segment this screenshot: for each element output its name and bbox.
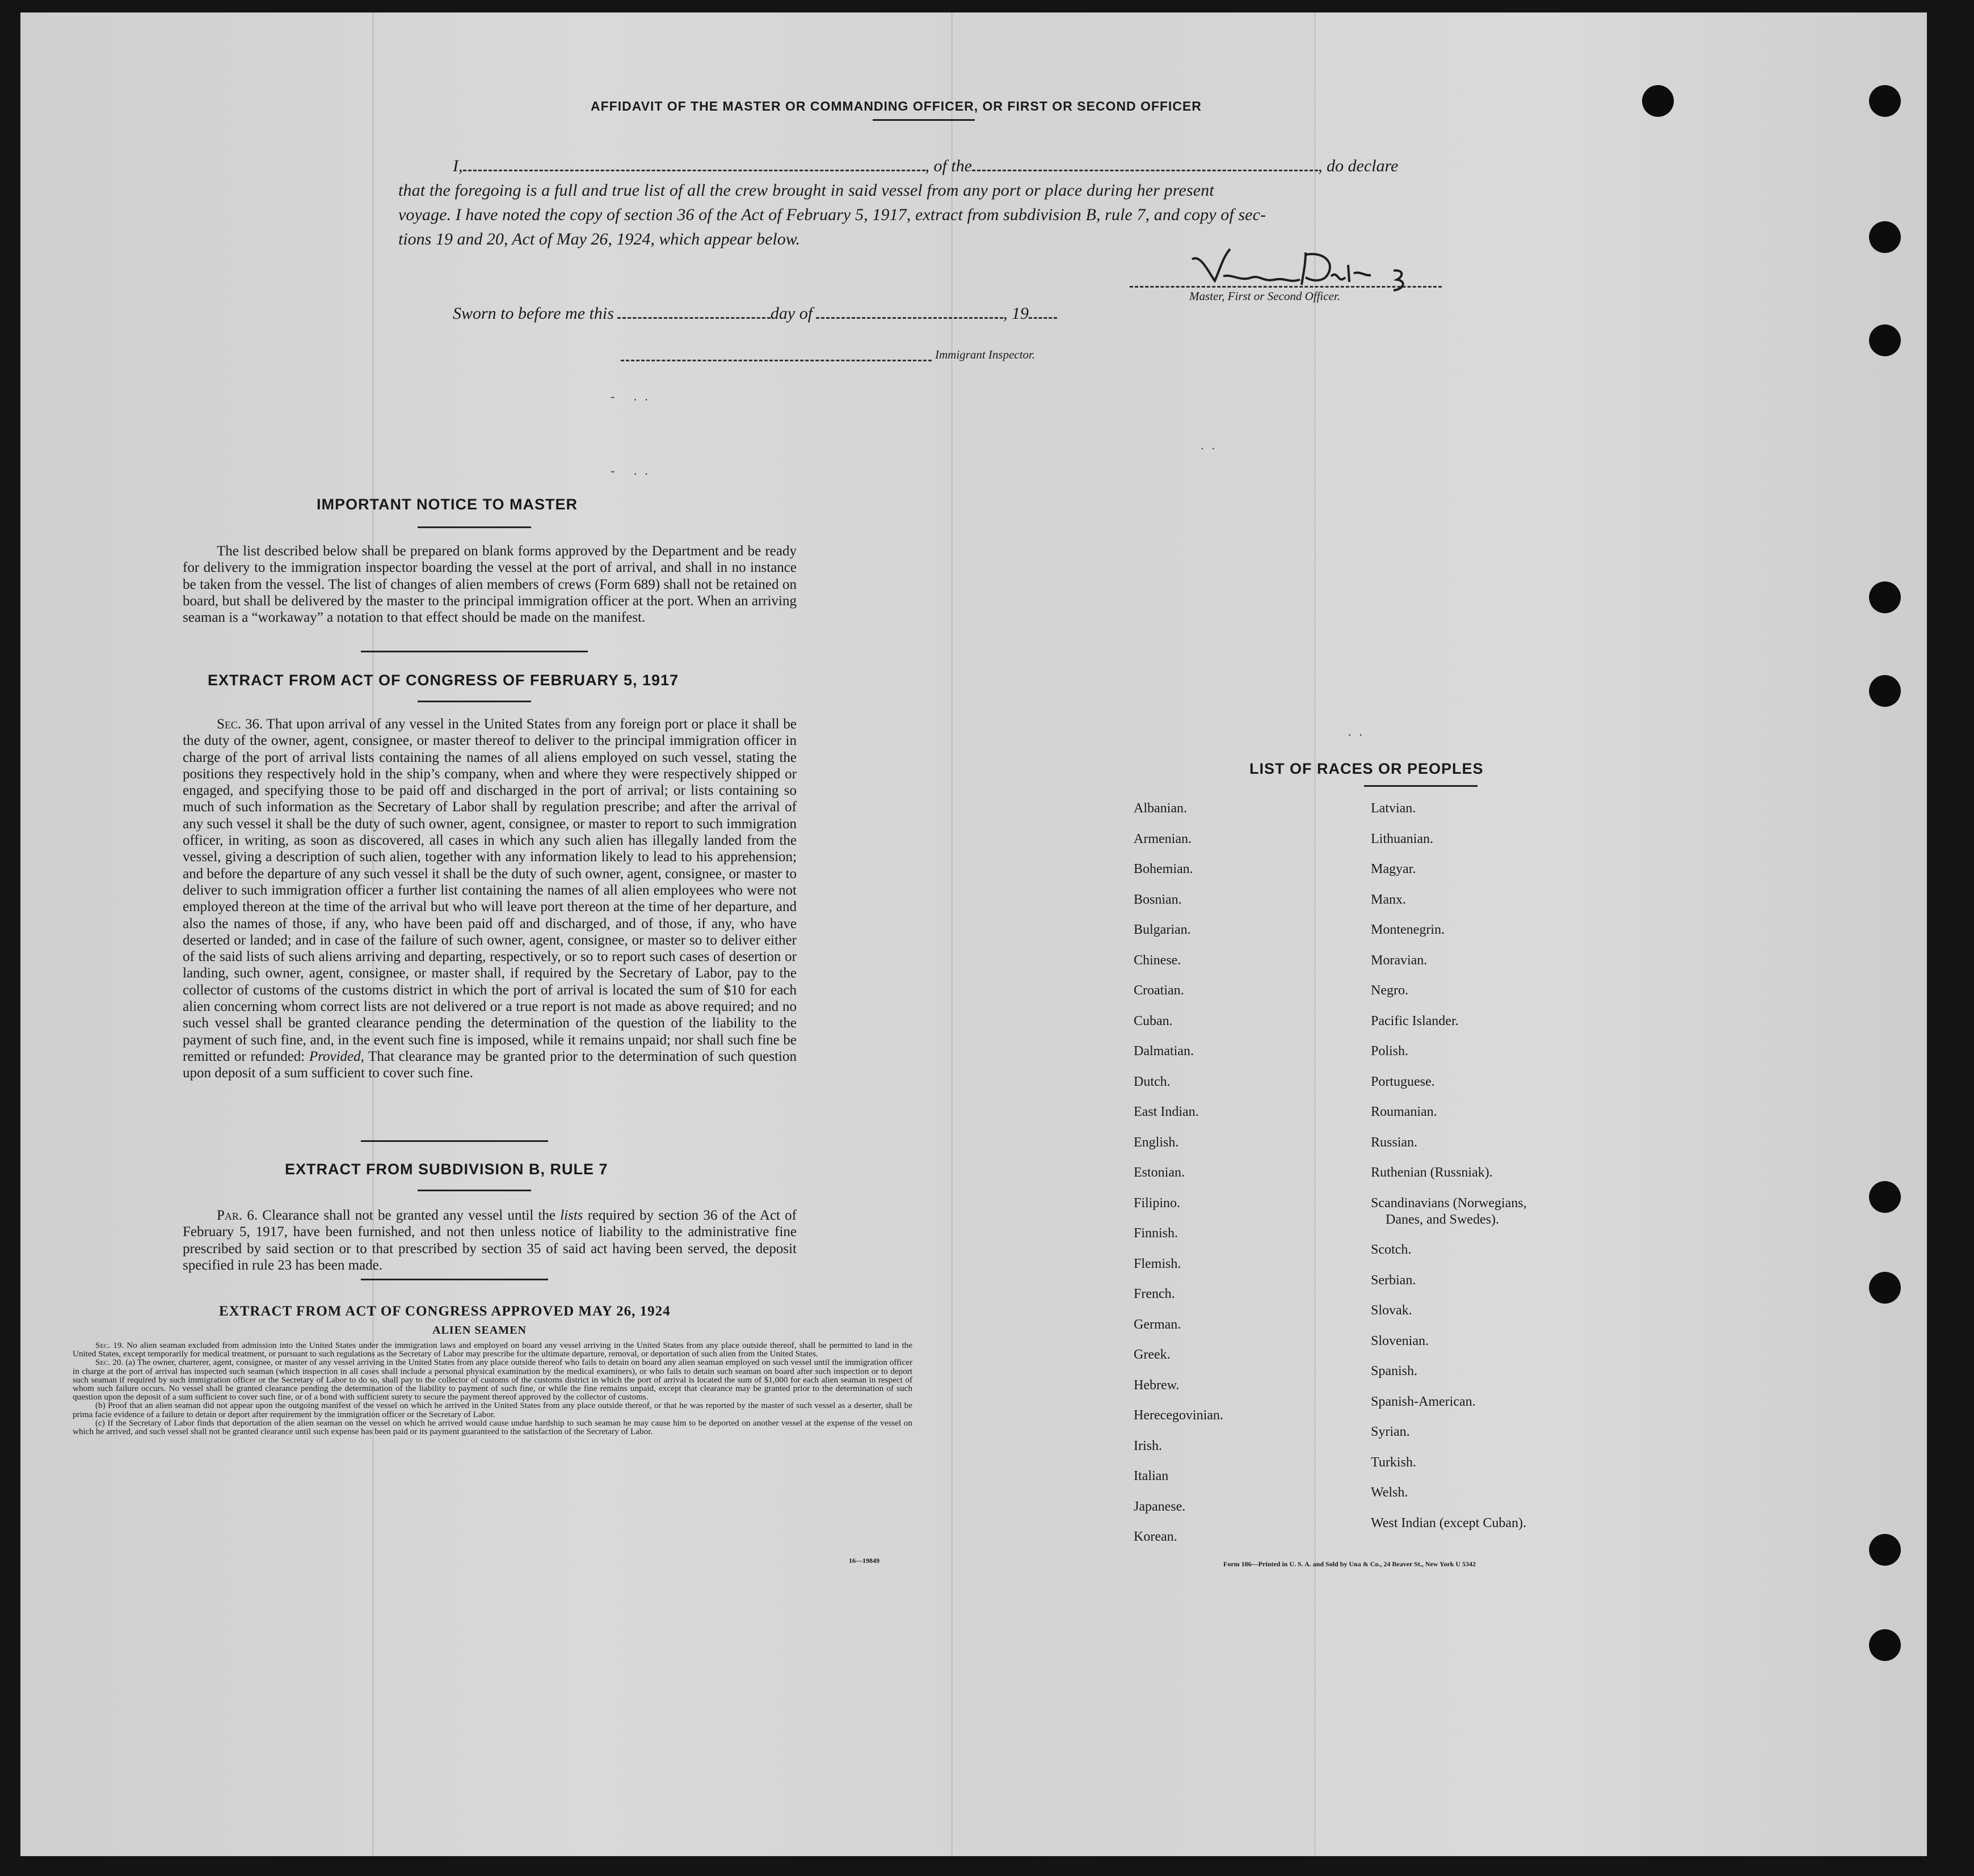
year-blank: [1029, 305, 1057, 319]
races-left-column: [1134, 801, 1223, 1560]
punch-hole: [1869, 1181, 1901, 1213]
race-item: Turkish.: [1371, 1455, 1416, 1470]
race-item: French.: [1134, 1287, 1175, 1301]
race-item: Roumanian.: [1371, 1104, 1437, 1119]
race-item: Lithuanian.: [1371, 831, 1433, 846]
section-20a-body: (a) The owner, charterer, agent, consignee, or master of any vessel arriving in the United States from any place outside thereof who fails to detain on board any alien seaman employed on such vessel until the immigration officer in charge at the port of arrival has inspected such seaman (which inspection in all cases shall include a personal physical examination by the medical examiners), or who fails to detain such seaman on board after such inspection or to deport such seaman if required by such immigration officer or the Secretary of Labor to do so, shall pay to the collector of customs of the customs district in which the port of arrival is located the sum of $1,000 for each alien seaman in respect of whom such failure occurs. No vessel shall be granted clearance pending the determination of the liability to payment of such fine, or while the fine remains unpaid, except that clearance may be granted prior to the determination of such question upon the deposit of a sum sufficient to cover such fine, or of a bond with sufficient surety to secure the payment thereof approved by the collector of customs.: [73, 1358, 912, 1402]
divider: [418, 526, 531, 528]
divider: [873, 119, 975, 121]
section-36-text: [183, 716, 797, 1082]
printer-footer: Form 186—Printed in U. S. A. and Sold by Una & Co., 24 Beaver St., New York U 5342: [1223, 1560, 1476, 1568]
race-item: Pacific Islander.: [1371, 1013, 1459, 1028]
divider: [418, 701, 531, 702]
race-item: Bosnian.: [1134, 892, 1182, 907]
rule-7-title: EXTRACT FROM SUBDIVISION B, RULE 7: [285, 1161, 608, 1178]
alien-seamen-text: [73, 1341, 912, 1436]
section-label: Sec. 20.: [95, 1358, 124, 1368]
name-blank: [463, 157, 925, 171]
race-item: Korean.: [1134, 1529, 1177, 1544]
race-item: Spanish.: [1371, 1364, 1418, 1378]
declaration-line-1: [453, 154, 1398, 178]
section-label: Sec. 36.: [217, 716, 263, 732]
form-number: 16—19849: [849, 1557, 879, 1565]
race-item: German.: [1134, 1317, 1181, 1332]
document-sheet: [20, 12, 1927, 1856]
alien-seamen-subtitle: ALIEN SEAMEN: [432, 1324, 527, 1337]
rule-7-text: [183, 1207, 797, 1274]
day-blank: [617, 305, 771, 319]
race-item: Portuguese.: [1371, 1074, 1435, 1089]
divider: [418, 1190, 531, 1191]
race-item: Bohemian.: [1134, 862, 1193, 876]
race-item: Spanish-American.: [1371, 1394, 1476, 1409]
vessel-blank: [972, 157, 1318, 171]
proviso-text: That clearance may be granted prior to the determination of such question upon deposit of a sum sufficient to cover such fine.: [183, 1048, 797, 1081]
races-right-column: [1371, 801, 1527, 1546]
rule-7-emphasis: lists: [560, 1208, 583, 1223]
punch-hole: [1869, 1534, 1901, 1566]
race-item: Finnish.: [1134, 1226, 1178, 1241]
extract-1924-title: EXTRACT FROM ACT OF CONGRESS APPROVED MAY 26, 1924: [219, 1304, 671, 1319]
rule-7-body: Clearance shall not be granted any vessel until the: [262, 1208, 556, 1223]
race-item: Montenegrin.: [1371, 922, 1445, 937]
race-item: Slovenian.: [1371, 1333, 1429, 1348]
race-item: East Indian.: [1134, 1104, 1199, 1119]
fold-line: [951, 12, 953, 1856]
signature-line: [1130, 286, 1442, 288]
proviso-label: Provided,: [309, 1048, 364, 1064]
race-item: Danes, and Swedes).: [1386, 1212, 1499, 1227]
notice-text: [183, 543, 797, 626]
signature-label: Master, First or Second Officer.: [1189, 289, 1340, 303]
notice-title: IMPORTANT NOTICE TO MASTER: [317, 496, 578, 513]
section-body: That upon arrival of any vessel in the United States from any foreign port or place it shall be the duty of the owner, agent, consignee, or master thereof to deliver to the principal immigration officer in charge of the port of arrival lists containing the names of all aliens employed on such vessel, stating the positions they respectively hold in the ship’s company, when and where they were respectively shipped or engaged, and specifying those to be paid off and discharged in the port of arrival; or lists containing so much of such information as the Secretary of Labor shall by regulation prescribe; and after the arrival of any such vessel it shall be the duty of such owner, agent, consignee, or master to report to such immigration officer, in writing, as soon as discovered, all cases in which any such alien has illegally landed from the vessel, giving a description of such alien, together with any information likely to lead to his apprehension; and before the departure of any such vessel it shall be the duty of such owner, agent, consignee, or master to deliver to such immigration officer a further list containing the names of all alien employees who were not employed thereon at the time of the arrival but who will leave port thereon at the time of her departure, and also the names of those, if any, who have been paid off and discharged, and of those, if any, who have deserted or landed; and in case of the failure of such owner, agent, consignee, or master so to deliver either of the said lists of such aliens arriving and departing, respectively, or so to report such cases of desertion or landing, such owner, agent, consignee, or master shall, if required by the Secretary of Labor, pay to the collector of customs of the customs district in which the port of arrival is located the sum of $10 for each alien concerning whom correct lists are not delivered or a true report is not made as above required; and no such vessel shall be granted clearance pending the determination of the question of the liability to the payment of such fine, and, in the event such fine is imposed, while it remains unpaid; nor shall such fine be remitted or refunded:: [183, 716, 797, 1064]
sworn-line: [453, 302, 1057, 326]
section-20c-body: (c) If the Secretary of Labor finds that deportation of the alien seaman on the vessel on which he arrived would cause undue hardship to such seaman he may cause him to be deported on another vessel at the expense of the vessel on which he arrived, and such vessel shall not be granted clearance until such expense has been paid or its payment guaranteed to the satisfaction of the Secretary of Labor.: [73, 1418, 912, 1437]
race-item: Serbian.: [1371, 1272, 1416, 1288]
race-item: Flemish.: [1134, 1256, 1181, 1271]
race-item: Italian: [1134, 1469, 1169, 1483]
paragraph-label: Par. 6.: [217, 1208, 258, 1223]
race-item: West Indian (except Cuban).: [1371, 1515, 1526, 1531]
race-item: Hebrew.: [1134, 1377, 1180, 1393]
divider: [361, 651, 588, 652]
race-item: Cuban.: [1134, 1013, 1173, 1028]
declaration-text: , do declare: [1318, 157, 1399, 175]
section-label: Sec. 19.: [95, 1340, 124, 1350]
punch-hole: [1869, 1272, 1901, 1304]
rule-7-body: required by section 36 of the Act of February 5, 1917, have been furnished, and not then unless notice of liability to the administrative fine prescribed by said section or to that prescribed by section 35 of said act having been served, the deposit specified in rule 23 has been made.: [183, 1208, 797, 1273]
punch-hole: [1869, 324, 1901, 356]
race-item: Negro.: [1371, 983, 1408, 998]
race-item: English.: [1134, 1135, 1179, 1150]
inspector-blank: [621, 347, 932, 361]
punch-hole: [1869, 221, 1901, 253]
sworn-text: Sworn to before me this: [453, 304, 614, 323]
divider: [361, 1279, 548, 1280]
race-item: Russian.: [1371, 1135, 1418, 1150]
race-item: Latvian.: [1371, 801, 1416, 816]
divider: [361, 1140, 548, 1142]
divider: [1364, 785, 1478, 787]
race-item: Dalmatian.: [1134, 1044, 1194, 1059]
race-item: Bulgarian.: [1134, 922, 1191, 937]
declaration-text: I,: [453, 157, 463, 175]
race-item: Croatian.: [1134, 983, 1184, 998]
race-item: Greek.: [1134, 1347, 1171, 1362]
declaration-line-3: voyage. I have noted the copy of section 36 of the Act of February 5, 1917, extract from subdivision B, rule 7, and copy of sec-: [398, 205, 1266, 224]
declaration-line-4: tions 19 and 20, Act of May 26, 1924, which appear below.: [398, 230, 801, 248]
race-item: Slovak.: [1371, 1303, 1412, 1318]
punch-hole: [1869, 581, 1901, 613]
stray-marks: - ..: [611, 389, 656, 403]
race-item: Scotch.: [1371, 1242, 1412, 1257]
section-19-body: No alien seaman excluded from admission into the United States under the immigration laws and employed on board any vessel arriving in the United States from any place outside thereof, shall be permitted to land in the United States, except temporarily for medical treatment, or pursuant to such regulations as the Secretary of Labor may prescribe for the ultimate departure, removal, or deportation of such alien from the United States.: [73, 1340, 912, 1359]
inspector-label: Immigrant Inspector.: [935, 348, 1036, 361]
race-item: Albanian.: [1134, 801, 1187, 816]
race-item: Irish.: [1134, 1438, 1162, 1453]
punch-hole: [1869, 675, 1901, 707]
stray-marks: ..: [1201, 438, 1223, 452]
race-item: Manx.: [1371, 892, 1406, 907]
notice-paragraph: The list described below shall be prepared on blank forms approved by the Department and be ready for delivery to the immigration inspector boarding the vessel at the port of arrival, and shall in no instance be taken from the vessel. The list of changes of alien members of crews (Form 689) shall not be retained on board, but shall be delivered by the master to the principal immigration officer at the port. When an arriving seaman is a “workaway” a notation to that effect should be made on the manifest.: [183, 543, 797, 626]
race-item: Estonian.: [1134, 1165, 1185, 1180]
race-item: Magyar.: [1371, 862, 1416, 876]
race-item: Syrian.: [1371, 1424, 1410, 1439]
race-item: Herecegovinian.: [1134, 1408, 1223, 1423]
punch-hole: [1869, 1629, 1901, 1661]
race-item: Japanese.: [1134, 1499, 1186, 1514]
races-title: LIST OF RACES OR PEOPLES: [1249, 760, 1484, 777]
punch-hole: [1869, 85, 1901, 117]
month-blank: [816, 305, 1003, 319]
race-item: Scandinavians (Norwegians,: [1371, 1195, 1527, 1211]
race-item: Ruthenian (Russniak).: [1371, 1165, 1493, 1180]
officer-signature: [1189, 242, 1428, 296]
affidavit-title: AFFIDAVIT OF THE MASTER OR COMMANDING OFFICER, OR FIRST OR SECOND OFFICER: [591, 99, 1202, 113]
declaration-text: , of the: [925, 157, 972, 175]
sworn-text: day of: [770, 304, 813, 323]
race-item: Welsh.: [1371, 1485, 1408, 1500]
declaration-line-2: that the foregoing is a full and true list of all the crew brought in said vessel from any port or place during her present: [398, 181, 1214, 200]
stray-marks: ..: [1348, 724, 1370, 739]
race-item: Polish.: [1371, 1044, 1409, 1059]
race-item: Filipino.: [1134, 1195, 1181, 1211]
race-item: Dutch.: [1134, 1074, 1171, 1089]
section-20b-body: (b) Proof that an alien seaman did not appear upon the outgoing manifest of the vessel on which he arrived in the United States from any place outside thereof, or that he was reported by the master of such vessel as a deserter, shall be prima facie evidence of a failure to detain or deport after requirement by the immigration officer or the Secretary of Labor.: [73, 1401, 912, 1419]
race-item: Armenian.: [1134, 831, 1192, 846]
punch-hole: [1642, 85, 1674, 117]
stray-marks: - ..: [611, 463, 656, 478]
race-item: Moravian.: [1371, 952, 1428, 968]
sworn-text: , 19: [1003, 304, 1029, 323]
race-item: Chinese.: [1134, 952, 1181, 968]
extract-1917-title: EXTRACT FROM ACT OF CONGRESS OF FEBRUARY 5, 1917: [208, 672, 679, 689]
